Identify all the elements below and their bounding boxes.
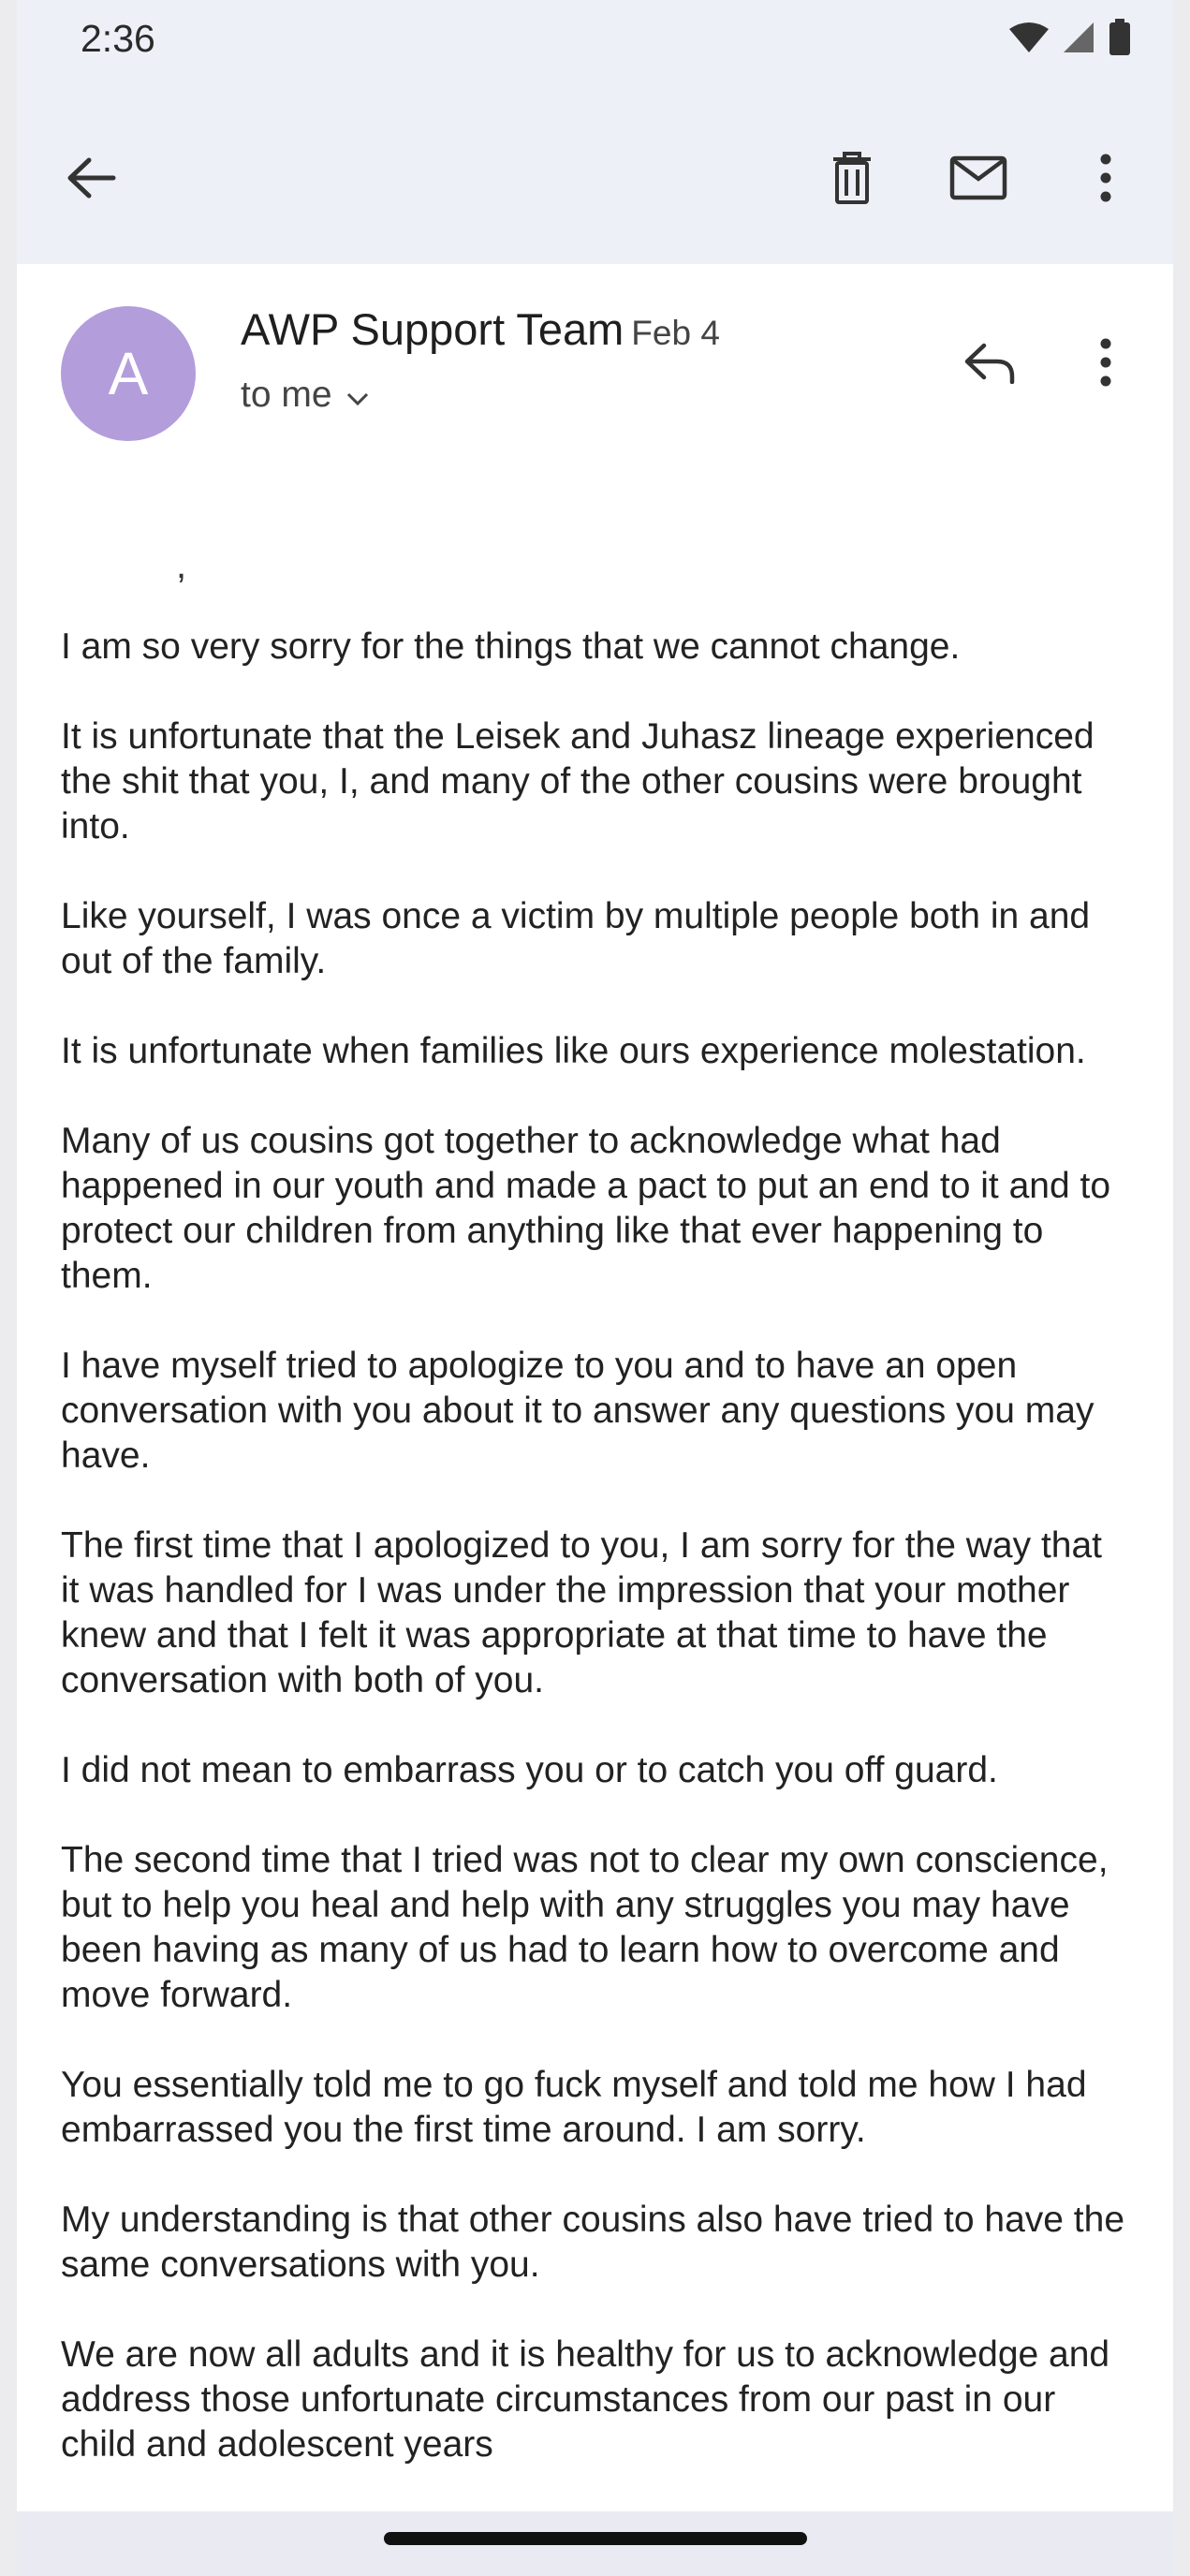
body-paragraph: You essentially told me to go fuck myself and told me how I had embarrassed you the first time around. I am sorry.: [61, 2065, 1087, 2150]
body-paragraph: I have myself tried to apologize to you and to have an open conversation with you about it to answer any questions you may have.: [61, 1346, 1095, 1476]
status-bar: [17, 0, 1173, 94]
body-paragraph: I am so very sorry for the things that we cannot change.: [61, 626, 961, 667]
body-paragraph: It is unfortunate when families like ours experience molestation.: [61, 1031, 1086, 1071]
avatar-letter: A: [108, 340, 149, 407]
gesture-nav-bar: [17, 2511, 1173, 2576]
back-arrow-icon[interactable]: [58, 145, 124, 211]
stray-mark: ,: [176, 545, 187, 586]
recipient-toggle[interactable]: [241, 375, 370, 416]
status-time: 2:36: [81, 17, 155, 60]
body-paragraph: The first time that I apologized to you, I am sorry for the way that it was handled for I was under the impression that your mother knew and that I felt it was appropriate at that time to have the conversation with both of you.: [61, 1525, 1102, 1700]
sender-line: [241, 303, 720, 355]
email-body: [61, 625, 1124, 2511]
recipient-label: to me: [241, 375, 332, 415]
phone-screen: [17, 0, 1173, 2576]
sender-avatar[interactable]: [61, 306, 196, 441]
body-paragraph: The second time that I tried was not to clear my own conscience, but to help you heal and help with any struggles you may have been having as many of us had to learn how to overcome and move forward.: [61, 1840, 1109, 2015]
signal-icon: [1063, 22, 1095, 58]
top-app-bar: [17, 94, 1173, 264]
wifi-icon: [1008, 22, 1050, 58]
screen-edge-right: [1173, 0, 1190, 2576]
body-paragraph: We are now all adults and it is healthy for us to acknowledge and address those unfortunate circumstances from our past in our child and adolescent years: [61, 2334, 1110, 2465]
email-view: [17, 264, 1173, 2511]
reply-icon[interactable]: [957, 334, 1022, 390]
status-icons: [1008, 19, 1132, 61]
body-paragraph: It is unfortunate that the Leisek and Juhasz lineage experienced the shit that you, I, and many of the other cousins were brought into.: [61, 716, 1095, 846]
sender-name: AWP Support Team: [241, 304, 624, 354]
delete-icon[interactable]: [819, 145, 885, 211]
screen-edge-left: [0, 0, 17, 2576]
chevron-down-icon: [345, 375, 370, 416]
mark-unread-icon[interactable]: [941, 145, 1016, 211]
body-paragraph: I did not mean to embarrass you or to catch you off guard.: [61, 1750, 998, 1790]
body-paragraph: Like yourself, I was once a victim by multiple people both in and out of the family.: [61, 896, 1091, 981]
body-paragraph: My understanding is that other cousins also have tried to have the same conversations with you.: [61, 2200, 1125, 2285]
battery-icon: [1108, 19, 1132, 61]
email-date: Feb 4: [631, 314, 720, 352]
home-gesture-handle[interactable]: [384, 2532, 807, 2545]
more-vert-icon[interactable]: [1082, 145, 1129, 211]
message-more-icon[interactable]: [1082, 334, 1129, 390]
body-paragraph: Many of us cousins got together to acknowledge what had happened in our youth and made a pact to put an end to it and to protect our children from anything like that ever happening to them.: [61, 1121, 1111, 1296]
